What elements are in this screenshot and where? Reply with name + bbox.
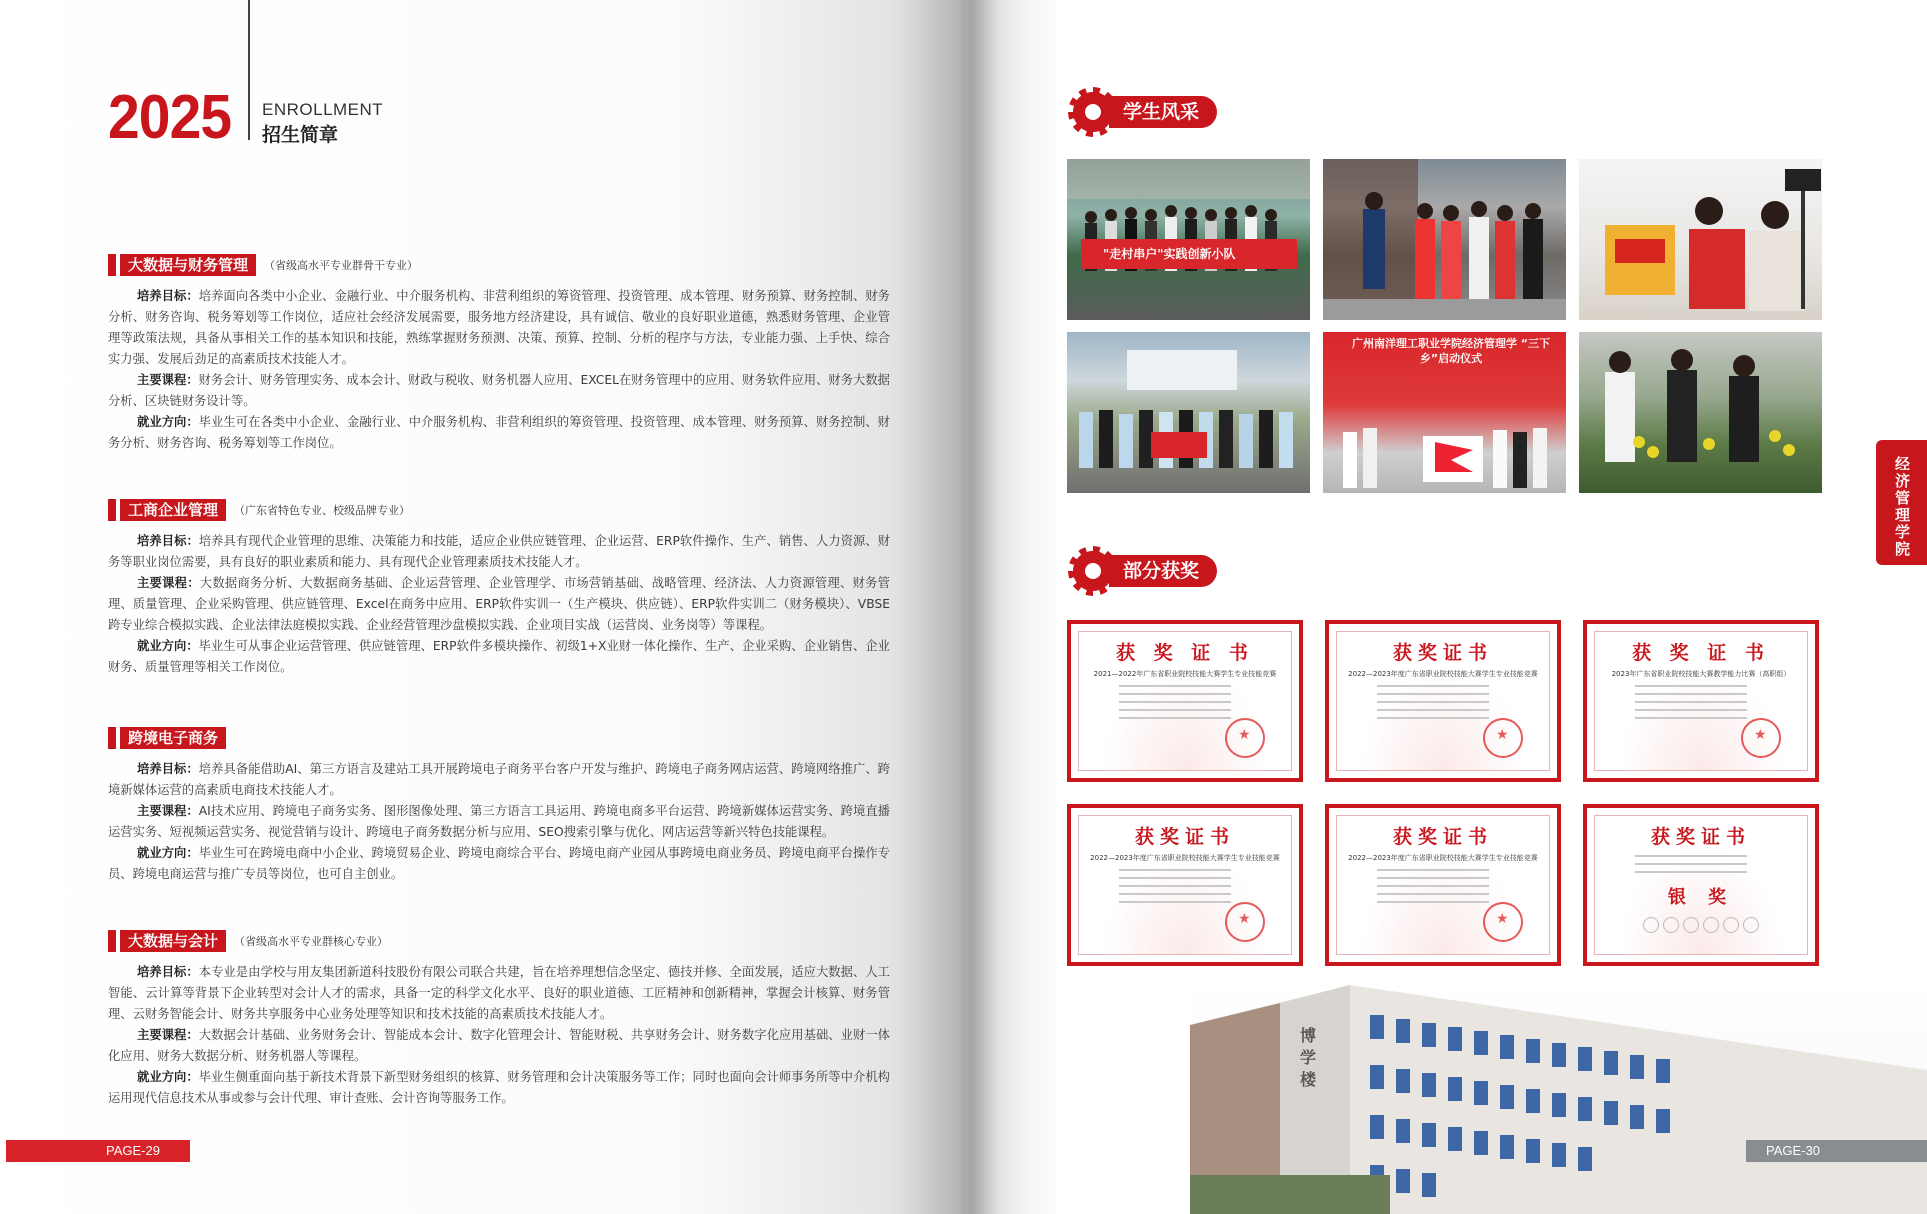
header-divider (248, 0, 250, 140)
students-walking-graphic (1323, 159, 1566, 320)
section-heading-student-style (1073, 92, 1217, 132)
award-certificate-6 (1583, 804, 1819, 966)
title-bar (108, 254, 116, 276)
section-heading-awards (1073, 551, 1217, 591)
award-certificate-2 (1325, 620, 1561, 782)
major-paragraph: 培养目标：培养面向各类中小企业、金融行业、中介服务机构、非营利组织的筹资管理、投资管理、成本管理、财务预算、财务控制、财务分析、财务咨询、税务筹划等工作岗位，适应社会经济发展需要，服务地方经济建设，具有诚信、敬业的良好职业道德，熟悉财务管理、企业管理等政策法规，具备从事相关工作的基本知识和技能，熟练掌握财务预测、决策、预算、控制、分析的程序与方法，专业能力强、上手快、综合实力强、发展后劲足的高素质技术技能人才。 (108, 289, 890, 366)
building-sign: 博学楼 (1299, 1026, 1316, 1089)
photo-banner-caption: 广州南洋理工职业学院经济管理学 “三下乡”启动仪式 (1351, 337, 1551, 365)
major-note: （广东省特色专业、校级品牌专业） (234, 504, 411, 517)
major-title: 大数据与财务管理 (120, 254, 256, 276)
seal-icon (1483, 718, 1523, 758)
major-paragraph: 主要课程：AI技术应用、跨境电子商务实务、图形图像处理、第三方语言工具运用、跨境电商多平台运营、跨境新媒体运营实务、跨境直播运营实务、短视频运营实务、视觉营销与设计、跨境电子商务数据分析与应用、SEO搜索引擎与优化、网店运营等新兴特色技能课程。 (108, 804, 890, 839)
certificate-subtitle: 2022—2023年度广东省职业院校技能大赛学生专业技能竞赛 (1348, 854, 1538, 862)
award-certificate-1 (1067, 620, 1303, 782)
student-photo-3 (1579, 159, 1822, 320)
certificate-title: 获 奖 证 书 (1632, 642, 1770, 664)
seal-icon (1741, 718, 1781, 758)
major-paragraph: 培养目标：本专业是由学校与用友集团新道科技股份有限公司联合共建，旨在培养理想信念坚定、德技并修、全面发展，适应大数据、人工智能、云计算等背景下企业转型对会计人才的需求，具备一定的科学文化水平、良好的职业道德、工匠精神和创新精神，掌握会计核算、财务管理、云财务智能会计、财务共享服务中心业务处理等知识和技术技能的高素质技术技能人才。 (108, 965, 890, 1021)
award-certificate-4 (1067, 804, 1303, 966)
certificate-award-level: 银 奖 (1667, 887, 1735, 908)
major-title-row (108, 499, 890, 521)
group-photo-graphic (1067, 159, 1310, 320)
major-big-data-finance (108, 254, 890, 454)
major-paragraph: 培养目标：培养具备能借助AI、第三方语言及建站工具开展跨境电子商务平台客户开发与维护、跨境电子商务网店运营、跨境网络推广、跨境新媒体运营的高素质电商技术技能人才。 (108, 762, 890, 797)
page-number-left: PAGE-29 (6, 1140, 190, 1162)
major-note: （省级高水平专业群骨干专业） (264, 259, 419, 272)
gear-icon (1073, 551, 1113, 591)
major-paragraph: 就业方向：毕业生可从事企业运营管理、供应链管理、ERP软件多模块操作、初级1+X业财一体化操作、生产、企业采购、企业销售、企业财务、质量管理等相关工作岗位。 (108, 639, 890, 674)
college-side-tab: 经济管理学院 (1876, 440, 1927, 565)
header-year: 2025 (108, 83, 232, 152)
major-paragraph: 就业方向：毕业生可在各类中小企业、金融行业、中介服务机构、非营利组织的筹资管理、投资管理、成本管理、财务预算、财务控制、财务分析、财务咨询、税务筹划等工作岗位。 (108, 415, 890, 450)
section-title: 部分获奖 (1109, 555, 1217, 587)
medal-row (1595, 917, 1807, 933)
seal-icon (1483, 902, 1523, 942)
section-title: 学生风采 (1109, 96, 1217, 128)
livestream-graphic (1579, 159, 1822, 320)
certificate-title: 获 奖 证 书 (1116, 642, 1254, 664)
outdoor-group-graphic (1067, 332, 1310, 493)
header-brochure-title: 招生简章 (262, 124, 339, 146)
certificate-subtitle: 2022—2023年度广东省职业院校技能大赛学生专业技能竞赛 (1348, 670, 1538, 678)
certificate-subtitle: 2022—2023年度广东省职业院校技能大赛学生专业技能竞赛 (1090, 854, 1280, 862)
major-note: （省级高水平专业群核心专业） (234, 935, 389, 948)
title-bar (108, 930, 116, 952)
certificate-subtitle: 2021—2022年广东省职业院校技能大赛学生专业技能竞赛 (1093, 670, 1277, 678)
greenhouse-graphic (1579, 332, 1822, 493)
certificate-title: 获奖证书 (1134, 826, 1235, 848)
major-paragraph: 主要课程：大数据会计基础、业务财务会计、智能成本会计、数字化管理会计、智能财税、共享财务会计、财务数字化应用基础、业财一体化应用、财务大数据分析、财务机器人等课程。 (108, 1028, 890, 1063)
major-title-row (108, 727, 890, 749)
seal-icon (1225, 718, 1265, 758)
major-paragraph: 就业方向：毕业生侧重面向基于新技术背景下新型财务组织的核算、财务管理和会计决策服务等工作；同时也面向会计师事务所等中介机构运用现代信息技术从事或参与会计代理、审计查账、会计咨询等服务工作。 (108, 1070, 890, 1105)
major-paragraph: 就业方向：毕业生可在跨境电商中小企业、跨境贸易企业、跨境电商综合平台、跨境电商产业园从事跨境电商业务员、跨境电商平台操作专员、跨境电商运营与推广专员等岗位，也可自主创业。 (108, 846, 890, 881)
award-certificate-5 (1325, 804, 1561, 966)
student-photo-4 (1067, 332, 1310, 493)
major-business-management (108, 499, 890, 678)
major-title: 大数据与会计 (120, 930, 226, 952)
seal-icon (1225, 902, 1265, 942)
photo-banner-caption: "走村串户"实践创新小队 (1103, 247, 1236, 261)
major-cross-border-ecommerce (108, 727, 890, 885)
award-certificate-3 (1583, 620, 1819, 782)
certificate-title: 获奖证书 (1650, 826, 1751, 848)
major-paragraph: 主要课程：财务会计、财务管理实务、成本会计、财政与税收、财务机器人应用、EXCEL在财务管理中的应用、财务软件应用、财务大数据分析、区块链财务设计等。 (108, 373, 890, 408)
major-title-row (108, 254, 890, 276)
building-graphic (1190, 985, 1927, 1214)
student-photo-2 (1323, 159, 1566, 320)
student-photo-6 (1579, 332, 1822, 493)
major-title: 跨境电子商务 (120, 727, 226, 749)
certificate-title: 获奖证书 (1392, 826, 1493, 848)
student-photo-5 (1323, 332, 1566, 493)
major-paragraph: 主要课程：大数据商务分析、大数据商务基础、企业运营管理、企业管理学、市场营销基础、战略管理、经济法、人力资源管理、财务管理、质量管理、企业采购管理、供应链管理、Excel在商务中应用、ERP软件实训一（生产模块、供应链）、ERP软件实训二（财务模块）、VBSE跨专业综合模拟实践、企业法律法庭模拟实践、企业经营管理沙盘模拟实践、企业项目实战（运营岗、业务岗等）等课程。 (108, 576, 890, 632)
title-bar (108, 499, 116, 521)
gear-icon (1073, 92, 1113, 132)
major-big-data-accounting (108, 930, 890, 1109)
major-paragraph: 培养目标：培养具有现代企业管理的思维、决策能力和技能，适应企业供应链管理、企业运营、ERP软件操作、生产、销售、人力资源、财务等职业岗位需要，具有良好的职业素质和能力、具有现代企业管理素质技术技能人才。 (108, 534, 890, 569)
header-enrollment: ENROLLMENT (262, 100, 384, 119)
major-title-row (108, 930, 890, 952)
student-photo-1 (1067, 159, 1310, 320)
certificate-subtitle: 2023年广东省职业院校技能大赛教学能力比赛（高职组） (1611, 670, 1791, 678)
major-title: 工商企业管理 (120, 499, 226, 521)
page-number-right: PAGE-30 (1746, 1140, 1927, 1162)
certificate-title: 获奖证书 (1392, 642, 1493, 664)
campus-building-photo (1190, 985, 1927, 1214)
title-bar (108, 727, 116, 749)
